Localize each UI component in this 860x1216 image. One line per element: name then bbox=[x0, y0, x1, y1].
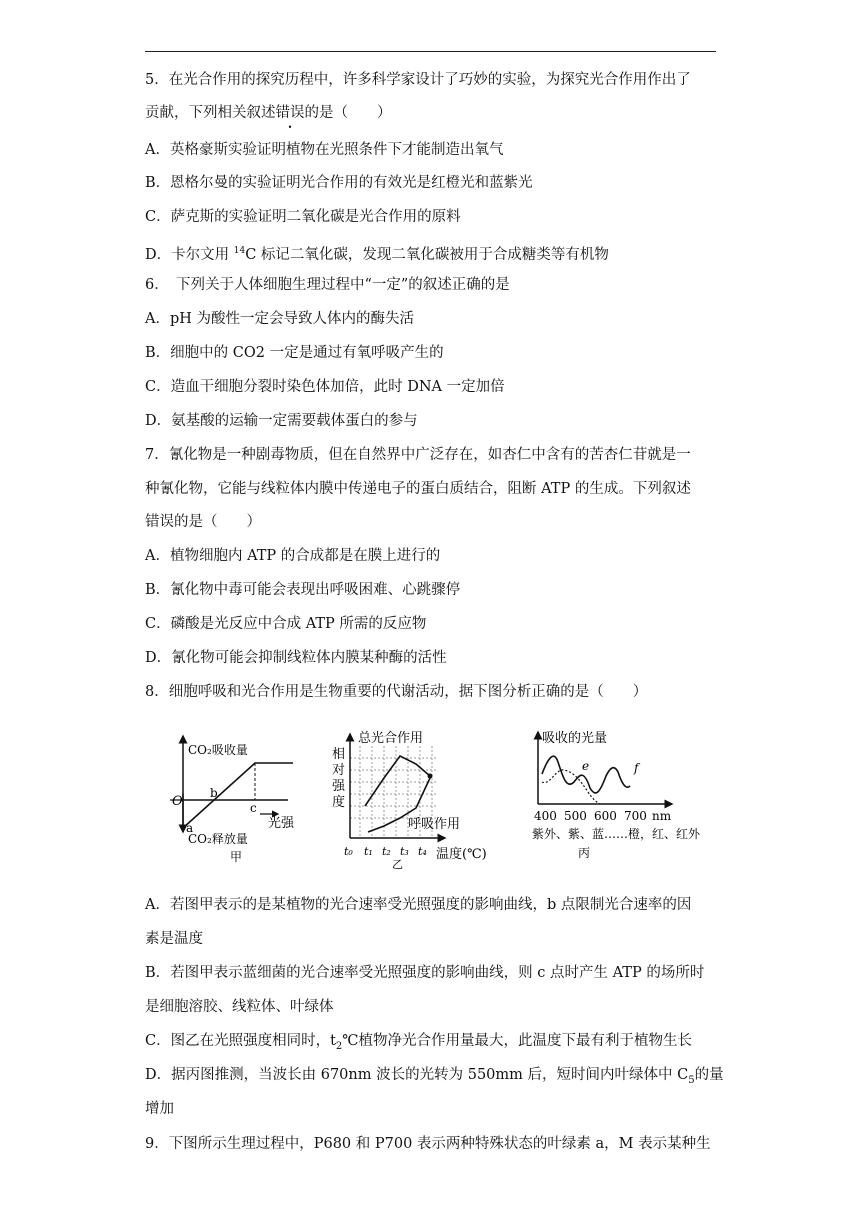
q8-option-c-pre: C．图乙在光照强度相同时，t bbox=[145, 1033, 336, 1049]
jia-xlabel: 光强 bbox=[268, 816, 295, 831]
q7-option-c[interactable]: C．磷酸是光反应中合成 ATP 所需的反应物 bbox=[145, 616, 427, 632]
bing-curve-e bbox=[542, 770, 600, 804]
header-rule bbox=[145, 51, 716, 52]
yi-tick-1: t₁ bbox=[364, 845, 373, 858]
q5-stem-pre: 贡献，下列相关叙述 bbox=[145, 105, 276, 121]
q8-option-d-post: 的量 bbox=[694, 1067, 724, 1083]
q5-option-d[interactable] bbox=[145, 241, 609, 265]
yi-series-top: 总光合作用 bbox=[358, 731, 424, 746]
q8-option-c-sub: 2 bbox=[335, 1040, 343, 1052]
bing-unit: nm bbox=[652, 809, 672, 823]
q7-option-b[interactable]: B．氰化物中毒可能会表现出呼吸困难、心跳骤停 bbox=[145, 582, 461, 598]
q9-stem: 9．下图所示生理过程中，P680 和 P700 表示两种特殊状态的叶绿素 a，M 表示某种生 bbox=[145, 1136, 711, 1152]
bing-spectrum: 紫外、紫、蓝……橙，红、红外 bbox=[532, 827, 701, 841]
q8-option-d-sub: 5 bbox=[688, 1074, 695, 1086]
yi-tick-4: t₄ bbox=[418, 845, 427, 858]
q6-option-d[interactable]: D．氨基酸的运输一定需要载体蛋白的参与 bbox=[145, 413, 418, 429]
q8-stem: 8．细胞呼吸和光合作用是生物重要的代谢活动，据下图分析正确的是（ ） bbox=[145, 684, 648, 700]
q5-option-d-sup: 14 bbox=[233, 246, 246, 256]
yi-tick-3: t₃ bbox=[400, 845, 409, 858]
yi-tick-2: t₂ bbox=[382, 845, 391, 858]
q8-figures bbox=[160, 728, 720, 870]
yi-xlabel: 温度(℃) bbox=[436, 847, 487, 862]
jia-point-a: a bbox=[186, 821, 194, 835]
bing-tick-700: 700 bbox=[624, 809, 647, 823]
bing-ylabel: 吸收的光量 bbox=[542, 731, 608, 746]
q8-option-d-line1[interactable] bbox=[145, 1065, 724, 1091]
q5-option-b[interactable]: B．恩格尔曼的实验证明光合作用的有效光是红橙光和蓝紫光 bbox=[145, 175, 533, 191]
jia-caption: 甲 bbox=[230, 850, 243, 864]
q8-option-d-pre: D．据丙图推测，当波长由 670nm 波长的光转为 550mm 后，短时间内叶绿体中 C bbox=[145, 1067, 689, 1083]
yi-meet-point bbox=[428, 774, 433, 779]
q8-option-b-line1[interactable]: B．若图甲表示蓝细菌的光合速率受光照强度的影响曲线，则 c 点时产生 ATP 的场所时 bbox=[145, 965, 705, 981]
yi-ylabel-4: 度 bbox=[332, 795, 346, 810]
bing-tick-400: 400 bbox=[534, 809, 557, 823]
q7-option-d[interactable]: D．氰化物可能会抑制线粒体内膜某种酶的活性 bbox=[145, 650, 447, 666]
bing-tick-500: 500 bbox=[564, 809, 587, 823]
yi-series-bottom: 呼吸作用 bbox=[408, 817, 461, 832]
figure-bing bbox=[532, 730, 701, 860]
figure-jia bbox=[170, 736, 295, 864]
yi-ylabel-1: 相 bbox=[332, 747, 346, 762]
bing-caption: 丙 bbox=[578, 846, 591, 860]
q7-option-a[interactable]: A．植物细胞内 ATP 的合成都是在膜上进行的 bbox=[145, 548, 441, 564]
bing-tick-600: 600 bbox=[594, 809, 617, 823]
yi-caption: 乙 bbox=[392, 858, 403, 870]
q8-option-a-line1[interactable]: A．若图甲表示的是某植物的光合速率受光照强度的影响曲线，b 点限制光合速率的因 bbox=[145, 897, 692, 913]
q7-stem-line1: 7．氰化物是一种剧毒物质，但在自然界中广泛存在，如杏仁中含有的苦杏仁苷就是一 bbox=[145, 447, 691, 463]
jia-point-b: b bbox=[210, 786, 218, 800]
q8-option-b-line2: 是细胞溶胶、线粒体、叶绿体 bbox=[145, 999, 334, 1015]
q5-option-a[interactable]: A．英格豪斯实验证明植物在光照条件下才能制造出氧气 bbox=[145, 142, 504, 158]
q5-emphasis-word: 错误 bbox=[275, 105, 305, 121]
yi-ylabel-2: 对 bbox=[332, 763, 346, 778]
jia-ylabel-top: CO₂吸收量 bbox=[188, 743, 248, 757]
q6-option-c[interactable]: C．造血干细胞分裂时染色体加倍，此时 DNA 一定加倍 bbox=[145, 379, 505, 395]
q7-stem-line3: 错误的是（ ） bbox=[145, 514, 261, 530]
q5-stem-line2 bbox=[145, 103, 392, 123]
figure-yi bbox=[332, 730, 487, 870]
q6-option-a[interactable]: A．pH 为酸性一定会导致人体内的酶失活 bbox=[145, 311, 415, 327]
q8-option-c[interactable] bbox=[145, 1031, 692, 1057]
q5-stem-line1: 5．在光合作用的探究历程中，许多科学家设计了巧妙的实验，为探究光合作用作出了 bbox=[145, 72, 691, 88]
q7-stem-line2: 种氰化物，它能与线粒体内膜中传递电子的蛋白质结合，阻断 ATP 的生成。下列叙述 bbox=[145, 481, 691, 497]
q5-option-d-pre: D．卡尔文用 bbox=[145, 246, 234, 263]
q6-option-b[interactable]: B．细胞中的 CO2 一定是通过有氧呼吸产生的 bbox=[145, 345, 444, 361]
q8-option-a-line2: 素是温度 bbox=[145, 931, 203, 947]
q5-stem-post: 的是（ ） bbox=[304, 105, 392, 121]
jia-ylabel-bottom: CO₂释放量 bbox=[188, 832, 248, 846]
jia-point-c: c bbox=[250, 801, 257, 815]
q8-option-d-line2: 增加 bbox=[145, 1101, 174, 1117]
yi-tick-0: t₀ bbox=[344, 845, 353, 858]
bing-label-e: e bbox=[582, 759, 590, 773]
q5-option-c[interactable]: C．萨克斯的实验证明二氧化碳是光合作用的原料 bbox=[145, 209, 461, 225]
jia-origin: O bbox=[172, 794, 183, 809]
yi-ylabel-3: 强 bbox=[332, 779, 346, 794]
bing-label-f: f bbox=[634, 761, 639, 775]
q5-option-d-post: C 标记二氧化碳，发现二氧化碳被用于合成糖类等有机物 bbox=[245, 246, 609, 263]
q8-option-c-post: ℃植物净光合作用量最大，此温度下最有利于植物生长 bbox=[342, 1033, 693, 1049]
q6-stem: 6． 下列关于人体细胞生理过程中“一定”的叙述正确的是 bbox=[145, 277, 510, 293]
